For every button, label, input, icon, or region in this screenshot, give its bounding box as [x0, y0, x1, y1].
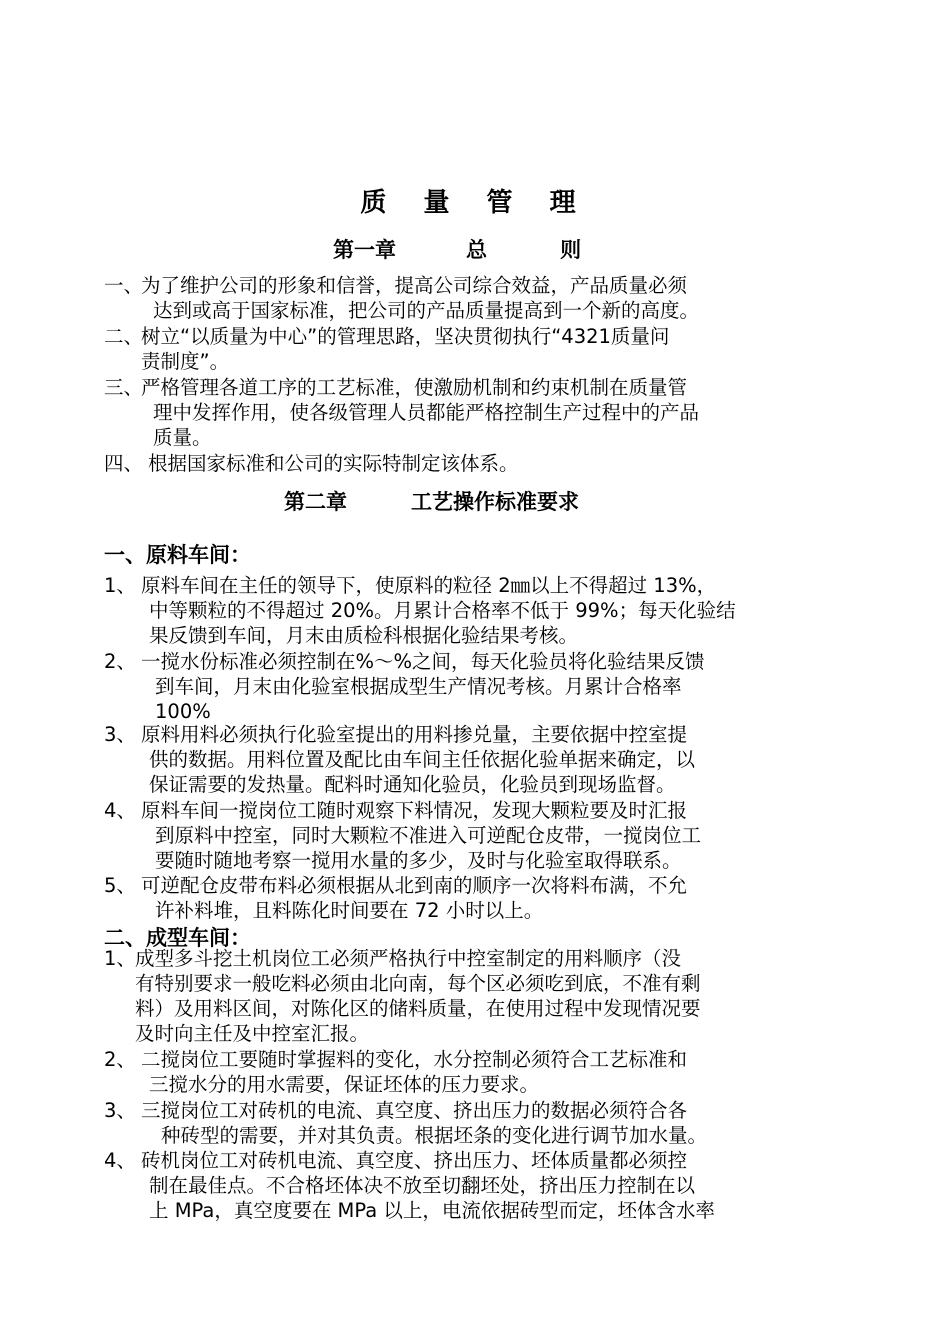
- item-number: 3、: [104, 1099, 136, 1122]
- item-number: 2、: [104, 1048, 136, 1071]
- item-line: 严格管理各道工序的工艺标准，使激励机制和约束机制在质量管: [141, 376, 688, 399]
- item-line: 料）及用料区间，对陈化区的储料质量，在使用过程中发现情况要: [135, 997, 701, 1020]
- item-line: 根据国家标准和公司的实际特制定该体系。: [148, 452, 519, 475]
- item-line: 制在最佳点。不合格坯体决不放至切翻坯处，挤出压力控制在以: [149, 1174, 696, 1197]
- item-number: 4、: [104, 1149, 136, 1172]
- item-line: 原料车间在主任的领导下，使原料的粒径 2㎜以上不得超过 13%，: [141, 574, 717, 597]
- item-number: 4、: [104, 799, 136, 822]
- item-line: 保证需要的发热量。配料时通知化验员，化验员到现场监督。: [149, 773, 676, 796]
- item-number: 3、: [104, 723, 136, 746]
- chapter-2-name: 工艺操作标准要求: [411, 490, 579, 514]
- item-line: 三搅岗位工对砖机的电流、真空度、挤出压力的数据必须符合各: [141, 1099, 688, 1122]
- item-number: 一、: [104, 274, 144, 297]
- item-line: 供的数据。用料位置及配比由车间主任依据化验单据来确定，以: [149, 748, 696, 771]
- item-line: 质量。: [153, 426, 212, 449]
- item-line: 有特别要求一般吃料必须由北向南，每个区必须吃到底，不准有剩: [135, 972, 701, 995]
- item-line: 原料车间一搅岗位工随时观察下料情况，发现大颗粒要及时汇报: [141, 799, 688, 822]
- chapter-1-name: 总 则: [466, 238, 582, 262]
- chapter-1-label: 第一章: [333, 238, 396, 262]
- item-line: 达到或高于国家标准，把公司的产品质量提高到一个新的高度。: [153, 299, 700, 322]
- item-line: 成型多斗挖土机岗位工必须严格执行中控室制定的用料顺序（没: [135, 947, 682, 970]
- item-line: 为了维护公司的形象和信誉，提高公司综合效益，产品质量必须: [141, 274, 688, 297]
- item-number: 二、: [104, 325, 144, 348]
- chapter-2-label: 第二章: [284, 490, 347, 514]
- section-1-heading: 一、原料车间：: [104, 543, 251, 567]
- item-line: 上 MPa，真空度要在 MPa 以上，电流依据砖型而定，坯体含水率: [149, 1199, 715, 1222]
- item-line: 要随时随地考察一搅用水量的多少，及时与化验室取得联系。: [155, 849, 682, 872]
- item-line: 到车间，月末由化验室根据成型生产情况考核。月累计合格率: [155, 675, 682, 698]
- item-number: 5、: [104, 874, 136, 897]
- item-number: 四、: [104, 452, 144, 475]
- item-number: 1、: [104, 947, 136, 970]
- item-number: 1、: [104, 574, 136, 597]
- item-line: 许补料堆，且料陈化时间要在 72 小时以上。: [155, 899, 544, 922]
- item-line: 原料用料必须执行化验室提出的用料掺兑量，主要依据中控室提: [141, 723, 688, 746]
- item-line: 可逆配仓皮带布料必须根据从北到南的顺序一次将料布满，不允: [141, 874, 688, 897]
- section-2-heading: 二、成型车间：: [104, 926, 251, 950]
- item-line: 到原料中控室，同时大颗粒不准进入可逆配仓皮带，一搅岗位工: [155, 824, 702, 847]
- item-line: 理中发挥作用，使各级管理人员都能严格控制生产过程中的产品: [153, 401, 700, 424]
- document-title: 质 量 管 理: [360, 188, 590, 218]
- item-line: 果反馈到车间，月末由质检科根据化验结果考核。: [149, 624, 579, 647]
- item-line: 三搅水分的用水需要，保证坯体的压力要求。: [149, 1073, 540, 1096]
- item-line: 100%: [155, 700, 211, 723]
- item-line: 种砖型的需要，并对其负责。根据坯条的变化进行调节加水量。: [161, 1124, 708, 1147]
- item-line: 砖机岗位工对砖机电流、真空度、挤出压力、坯体质量都必须控: [141, 1149, 688, 1172]
- item-line: 中等颗粒的不得超过 20%。月累计合格率不低于 99%；每天化验结: [149, 599, 736, 622]
- item-line: 责制度”。: [141, 350, 230, 373]
- item-line: 一搅水份标准必须控制在%～%之间，每天化验员将化验结果反馈: [141, 650, 705, 673]
- item-number: 三、: [104, 376, 144, 399]
- item-line: 二搅岗位工要随时掌握料的变化，水分控制必须符合工艺标准和: [141, 1048, 688, 1071]
- item-line: 及时向主任及中控室汇报。: [135, 1022, 370, 1045]
- item-line: 树立“以质量为中心”的管理思路，坚决贯彻执行“4321质量问: [141, 325, 670, 348]
- item-number: 2、: [104, 650, 136, 673]
